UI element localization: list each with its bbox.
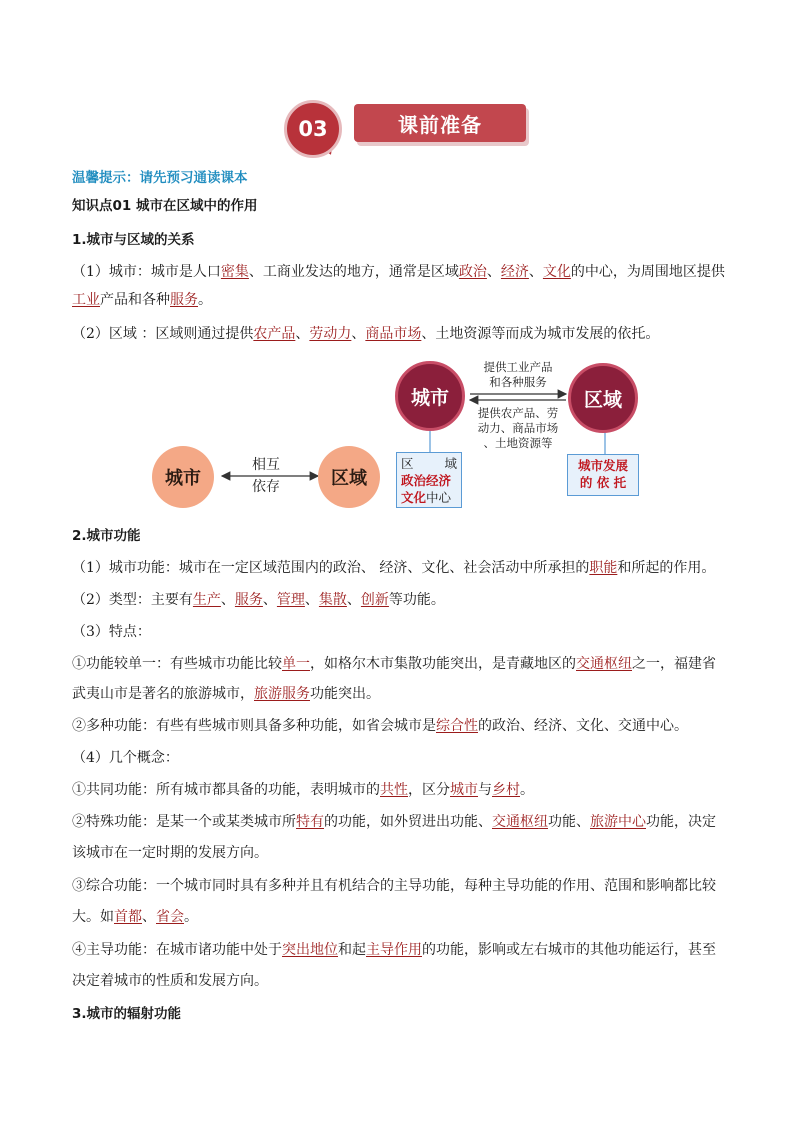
para-multi-function xyxy=(72,716,732,736)
section-title: 课前准备 xyxy=(354,104,526,142)
para-composite-function-1: ③综合功能：一个城市同时具有多种并且有机结合的主导功能，每种主导功能的作用、范围和影响都比较 xyxy=(72,878,716,894)
city-region-diagram xyxy=(150,358,650,508)
text-segment: 、 xyxy=(486,264,501,280)
text-segment: 、 xyxy=(220,592,235,608)
text-segment: 。 xyxy=(198,292,212,308)
text-segment: 功能突出。 xyxy=(310,686,380,702)
text-segment: 、 xyxy=(295,326,310,342)
answer-term: 旅游中心 xyxy=(590,814,646,830)
answer-term: 主导作用 xyxy=(366,942,422,958)
right-city-circle: 城市 xyxy=(395,361,465,431)
answer-term: 交通枢纽 xyxy=(576,656,632,672)
answer-term: 经济 xyxy=(500,264,529,280)
city-box-line1 xyxy=(401,455,457,472)
para-special-function-2: 该城市在一定时期的发展方向。 xyxy=(72,845,268,861)
answer-term: 旅游服务 xyxy=(254,686,310,702)
text-segment: 的功能，如外贸进出功能、 xyxy=(324,814,492,830)
answer-term: 服务 xyxy=(170,292,198,308)
text-segment: （1）城市：城市是人口 xyxy=(72,264,221,280)
para-single-function-2 xyxy=(72,684,732,704)
text-segment: 武夷山市是著名的旅游城市， xyxy=(72,686,254,702)
para-function-def xyxy=(72,558,732,578)
reading-tip: 温馨提示：请先预习通读课本 xyxy=(72,170,248,186)
region-provides-line3: 、土地资源等 xyxy=(483,436,553,450)
answer-term: 服务 xyxy=(234,592,263,608)
city-role-box xyxy=(396,452,462,508)
answer-term: 城市 xyxy=(450,782,478,798)
answer-term: 密集 xyxy=(220,264,249,280)
answer-term: 单一 xyxy=(282,656,310,672)
heading-radiation-function: 3.城市的辐射功能 xyxy=(72,1006,182,1022)
text-segment: 、工商业发达的地方，通常是区域 xyxy=(248,264,459,280)
answer-term: 首都 xyxy=(114,909,142,925)
region-provides-label xyxy=(464,406,572,451)
text-segment: 之一，福建省 xyxy=(632,656,716,672)
region-box-line2: 的 依 托 xyxy=(579,475,627,490)
text-segment: 。 xyxy=(184,909,198,925)
section-banner xyxy=(284,98,534,160)
city-provides-label xyxy=(468,360,568,390)
para-special-function-1 xyxy=(72,812,732,832)
answer-term: 农产品 xyxy=(253,326,296,342)
section-number-badge: 03 xyxy=(284,100,342,158)
text-segment: 与 xyxy=(478,782,492,798)
para-single-function-1 xyxy=(72,654,732,674)
para-dominant-function-2: 决定着城市的性质和发展方向。 xyxy=(72,973,268,989)
para-region xyxy=(72,324,732,344)
city-box-line3 xyxy=(401,489,457,506)
region-provides-line1: 提供农产品、劳 xyxy=(477,406,559,420)
left-region-circle: 区域 xyxy=(318,446,380,508)
left-city-circle: 城市 xyxy=(152,446,214,508)
text-segment: 的政治、经济、文化、交通中心。 xyxy=(478,718,688,734)
answer-term: 工业 xyxy=(72,292,100,308)
city-box-center: 中心 xyxy=(426,490,452,505)
text-segment: 和所起的作用。 xyxy=(617,560,716,576)
city-provides-line1: 提供工业产品 xyxy=(483,360,553,374)
city-box-line2: 政治经济 xyxy=(401,473,452,488)
answer-term: 生产 xyxy=(192,592,221,608)
city-box-char2: 域 xyxy=(444,456,457,471)
mutual-dependence-label xyxy=(236,454,296,498)
answer-term: 突出地位 xyxy=(282,942,338,958)
para-dominant-function-1 xyxy=(72,940,732,960)
answer-term: 职能 xyxy=(589,560,618,576)
region-provides-line2: 动力、商品市场 xyxy=(477,421,559,435)
answer-term: 综合性 xyxy=(436,718,478,734)
heading-city-region: 1.城市与区域的关系 xyxy=(72,232,195,248)
text-segment: ①功能较单一：有些城市功能比较 xyxy=(72,656,282,672)
text-segment: 和起 xyxy=(338,942,366,958)
text-segment: （2）类型：主要有 xyxy=(72,592,193,608)
mutual-label-line1: 相互 xyxy=(252,457,280,473)
text-segment: ②特殊功能：是某一个或某类城市所 xyxy=(72,814,296,830)
city-provides-line2: 和各种服务 xyxy=(489,375,547,389)
city-box-culture: 文化 xyxy=(401,490,427,505)
answer-term: 特有 xyxy=(296,814,324,830)
para-function-types xyxy=(72,590,732,610)
para-concepts-label: （4）几个概念： xyxy=(72,750,179,766)
city-box-char1: 区 xyxy=(401,456,414,471)
text-segment: 的中心，为周围地区提供 xyxy=(570,264,725,280)
text-segment: 产品和各种 xyxy=(100,292,170,308)
answer-term: 共性 xyxy=(380,782,408,798)
para-composite-function-2 xyxy=(72,907,732,927)
para-common-function xyxy=(72,780,732,800)
mutual-label-line2: 依存 xyxy=(252,479,280,495)
text-segment: 等功能。 xyxy=(388,592,445,608)
text-segment: （1）城市功能：城市在一定区域范围内的政治、 经济、文化、社会活动中所承担的 xyxy=(72,560,590,576)
heading-city-function: 2.城市功能 xyxy=(72,528,141,544)
answer-term: 政治 xyxy=(458,264,487,280)
text-segment: ①共同功能：所有城市都具备的功能，表明城市的 xyxy=(72,782,380,798)
answer-term: 文化 xyxy=(542,264,571,280)
text-segment: ④主导功能：在城市诸功能中处于 xyxy=(72,942,282,958)
answer-term: 管理 xyxy=(276,592,305,608)
answer-term: 省会 xyxy=(156,909,184,925)
answer-term: 劳动力 xyxy=(309,326,352,342)
answer-term: 交通枢纽 xyxy=(492,814,548,830)
para-features-label: （3）特点： xyxy=(72,624,151,640)
text-segment: 、 xyxy=(304,592,319,608)
text-segment: 功能，决定 xyxy=(646,814,716,830)
region-box-line1: 城市发展 xyxy=(577,458,628,473)
text-segment: 、 xyxy=(528,264,543,280)
text-segment: 、 xyxy=(346,592,361,608)
answer-term: 创新 xyxy=(360,592,389,608)
text-segment: 的功能，影响或左右城市的其他功能运行，甚至 xyxy=(422,942,716,958)
text-segment: 功能、 xyxy=(548,814,590,830)
text-segment: （2）区域 ：区域则通过提供 xyxy=(72,326,254,342)
knowledge-point-title: 知识点01 城市在区域中的作用 xyxy=(72,198,258,214)
right-region-circle: 区域 xyxy=(568,363,638,433)
text-segment: ，如格尔木市集散功能突出，是青藏地区的 xyxy=(310,656,576,672)
answer-term: 商品市场 xyxy=(365,326,422,342)
text-segment: ，区分 xyxy=(408,782,450,798)
para-city-line2 xyxy=(72,290,732,310)
text-segment: 、土地资源等而成为城市发展的依托。 xyxy=(421,326,660,342)
text-segment: ②多种功能：有些有些城市则具备多种功能，如省会城市是 xyxy=(72,718,436,734)
answer-term: 集散 xyxy=(318,592,347,608)
text-segment: 大。如 xyxy=(72,909,114,925)
text-segment: 、 xyxy=(351,326,366,342)
para-city-line1 xyxy=(72,262,732,282)
region-role-box xyxy=(567,454,639,496)
text-segment: 。 xyxy=(520,782,534,798)
answer-term: 乡村 xyxy=(492,782,520,798)
text-segment: 、 xyxy=(142,909,156,925)
text-segment: 、 xyxy=(262,592,277,608)
